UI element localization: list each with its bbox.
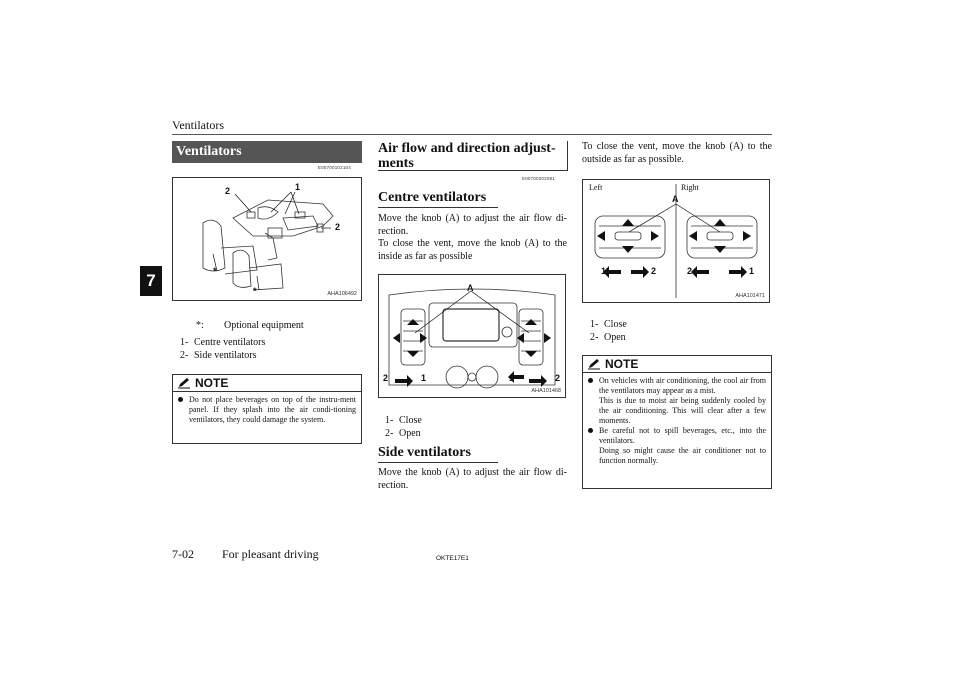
bullet-icon [588, 376, 599, 426]
right-vent-label: Right [681, 183, 699, 192]
side-ventilators-heading: Side ventilators [378, 445, 498, 463]
footnote [196, 320, 304, 333]
right-intro-paragraph: To close the vent, move the knob (A) to the outside as far as possible. [582, 141, 772, 165]
legend-item [180, 337, 265, 350]
centre-paragraph: Move the knob (A) to adjust the air flow di-rection. To close the vent, move the knob (A) to the inside as far as possible [378, 213, 567, 262]
note-item: On vehicles with air conditioning, the cool air from the ventilators may appear as a mist. This is due to moist air being suddenly cooled by the air conditioning. This will clear after a few moments. [588, 376, 766, 426]
air-flow-heading: Air flow and direction adjust-ments [378, 141, 568, 171]
figure-label-2-left: 2 [383, 373, 389, 383]
legend-num: 1- [180, 337, 189, 348]
figure-label-1-left: 1 [601, 266, 607, 276]
legend-text: Close [399, 415, 422, 426]
note-item: Do not place beverages on top of the instru-ment panel. If they splash into the air condi-tioning ventilators, they could damage the system. [178, 395, 356, 425]
legend-num: 1- [590, 319, 599, 330]
footnote-mark: *: [196, 320, 204, 331]
legend-item [385, 428, 422, 441]
centre-vent-drawing [379, 275, 565, 397]
footer-section-title: For pleasant driving [222, 547, 319, 561]
legend-item [180, 350, 265, 363]
section-title-bar: Ventilators [172, 141, 362, 163]
bullet-icon [588, 426, 599, 466]
left-legend [180, 337, 265, 362]
legend-text: Open [399, 427, 421, 439]
legend-text: Side ventilators [194, 349, 257, 361]
left-vent-label: Left [589, 183, 603, 192]
knob-label-a: A [672, 194, 679, 204]
dashboard-seats-drawing [173, 178, 361, 300]
legend-text: Centre ventilators [194, 337, 266, 348]
legend-num: 2- [180, 349, 189, 361]
legend-item [590, 332, 627, 345]
figure-label-2-left: 2 [225, 186, 231, 196]
centre-ventilator-figure [378, 274, 566, 398]
side-paragraph: Move the knob (A) to adjust the air flow di-rection. [378, 467, 567, 491]
knob-label-a: A [467, 283, 474, 293]
side-ventilator-figure [582, 179, 770, 303]
document-code: OKTE17E1 [436, 555, 469, 562]
figure-label-2-right: 2 [687, 266, 693, 276]
figure-label-optional-1: * [213, 266, 217, 276]
middle-legend [385, 415, 422, 440]
legend-num: 2- [590, 331, 599, 343]
ventilator-location-figure [172, 177, 362, 301]
pencil-icon [173, 377, 195, 389]
figure-code: AHA106492 [327, 291, 357, 297]
legend-num: 2- [385, 427, 394, 439]
note-header [173, 375, 361, 392]
running-header: Ventilators [172, 118, 224, 132]
left-note-box [172, 374, 362, 444]
figure-label-1: 1 [295, 182, 301, 192]
heading-code: E00700202091 [522, 176, 555, 181]
legend-item [385, 415, 422, 428]
figure-label-2-right: 2 [555, 373, 561, 383]
note-item: Be careful not to spill beverages, etc., into the ventilators. Doing so might cause the air conditioner not to function normally. [588, 426, 766, 466]
chapter-tab: 7 [140, 266, 162, 296]
figure-code: AHA101468 [531, 388, 561, 394]
figure-label-optional-2: * [253, 286, 257, 296]
note-title: NOTE [195, 376, 229, 390]
legend-num: 1- [385, 415, 394, 426]
pencil-icon [583, 358, 605, 370]
note-title: NOTE [605, 357, 639, 371]
figure-label-1-left: 1 [421, 373, 427, 383]
right-legend [590, 319, 627, 344]
note-header [583, 356, 771, 373]
right-note-box [582, 355, 772, 489]
legend-text: Open [604, 331, 626, 343]
figure-label-1-right: 1 [749, 266, 755, 276]
page-number: 7-02 [172, 547, 194, 561]
bullet-icon [178, 395, 189, 425]
figure-code: AHA101471 [735, 293, 765, 299]
legend-text: Close [604, 319, 627, 330]
figure-label-2-left: 2 [651, 266, 657, 276]
footnote-text: Optional equipment [224, 320, 304, 331]
figure-label-2-right: 2 [335, 222, 341, 232]
centre-ventilators-heading: Centre ventilators [378, 190, 498, 208]
legend-item [590, 319, 627, 332]
header-rule [172, 134, 772, 135]
figure-label-1-right: 1 [509, 373, 515, 383]
section-code: E00700102104 [318, 165, 351, 170]
